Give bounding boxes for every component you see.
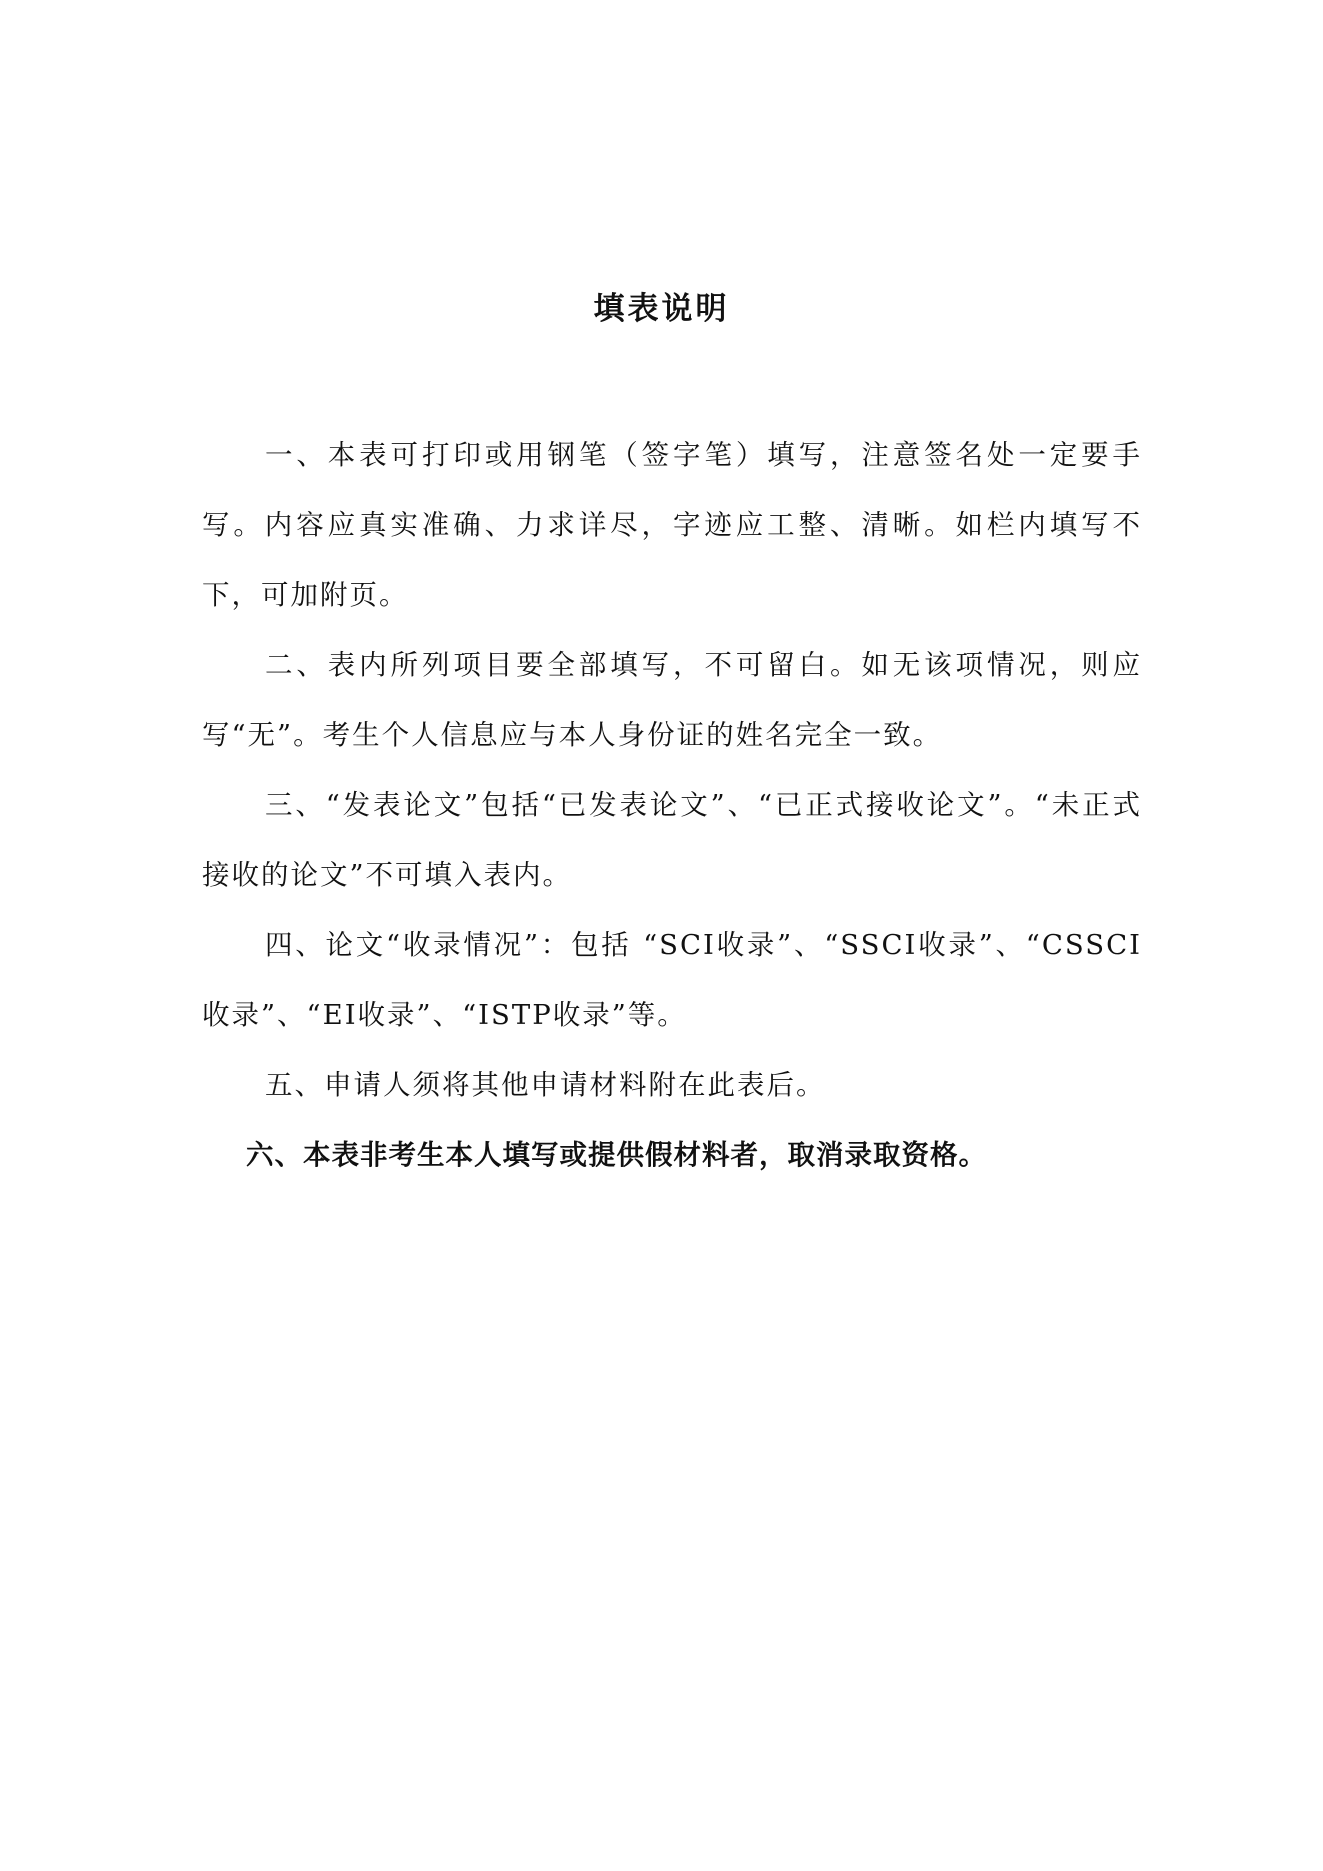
instruction-paragraph-2: 二、表内所列项目要全部填写，不可留白。如无该项情况，则应写“无”。考生个人信息应与本人身份证的姓名完全一致。	[202, 649, 1142, 751]
instruction-paragraph-5: 五、申请人须将其他申请材料附在此表后。	[265, 1069, 826, 1101]
page-title: 填表说明	[593, 291, 730, 327]
instruction-paragraph-4: 四、论文“收录情况”：包括 “SCI收录”、“SSCI收录”、“CSSCI收录”、“EI收录”、“ISTP收录”等。	[202, 929, 1142, 1031]
instruction-paragraph-3: 三、“发表论文”包括“已发表论文”、“已正式接收论文”。“未正式接收的论文”不可填入表内。	[202, 789, 1142, 891]
warning-paragraph: 六、本表非考生本人填写或提供假材料者，取消录取资格。	[246, 1139, 987, 1171]
instruction-paragraph-1: 一、本表可打印或用钢笔（签字笔）填写，注意签名处一定要手写。内容应真实准确、力求详尽，字迹应工整、清晰。如栏内填写不下，可加附页。	[202, 439, 1142, 611]
instructions-body	[202, 420, 1142, 1190]
